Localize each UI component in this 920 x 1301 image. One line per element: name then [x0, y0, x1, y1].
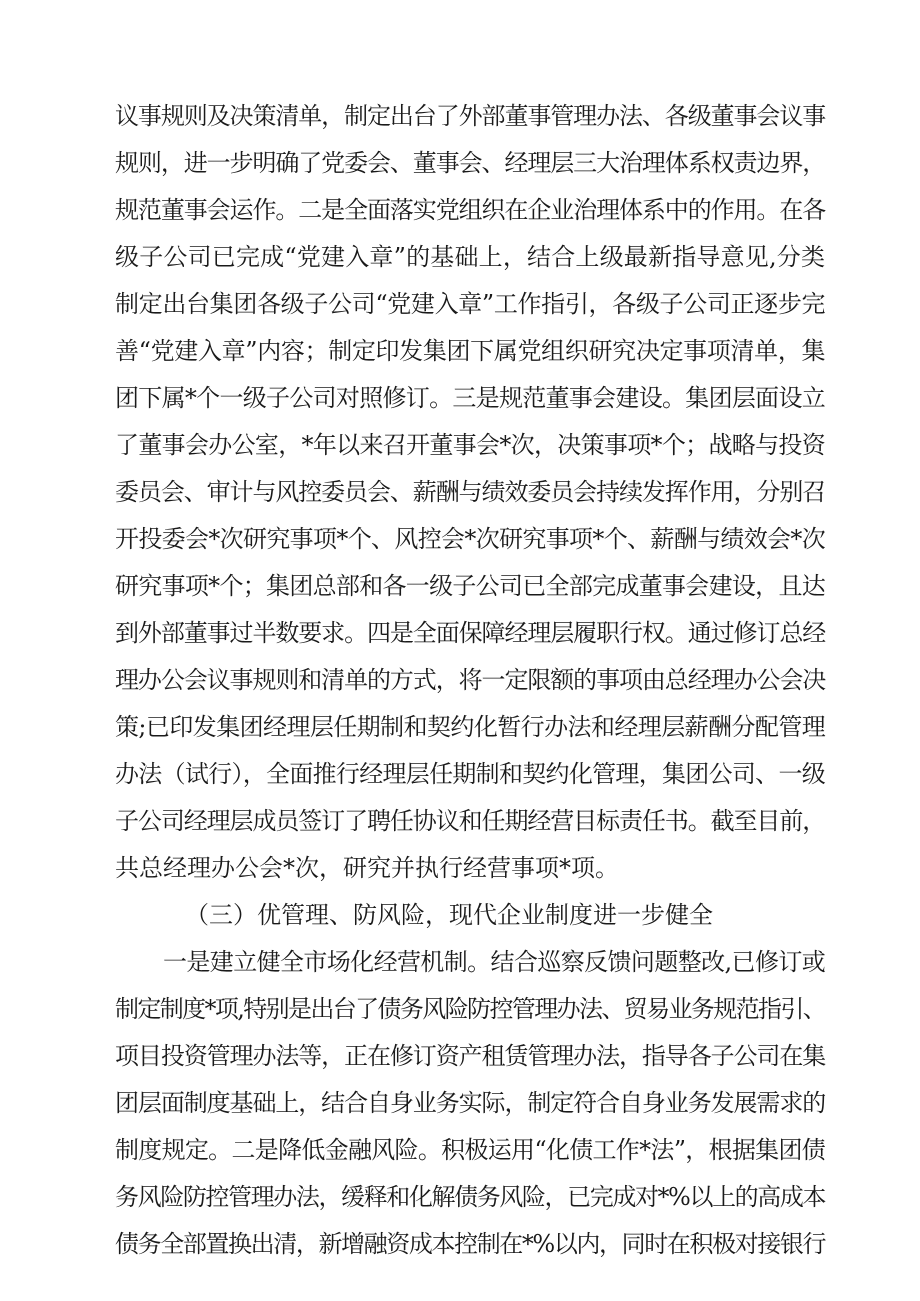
paragraph-line: 理办公会议事规则和清单的方式，将一定限额的事项由总经理办公会决: [115, 666, 825, 694]
paragraph-line: 善“党建入章”内容；制定印发集团下属党组织研究决定事项清单，集: [115, 337, 825, 365]
paragraph-line: 规范董事会运作。二是全面落实党组织在企业治理体系中的作用。在各: [115, 196, 825, 224]
paragraph-line: 议事规则及决策清单，制定出台了外部董事管理办法、各级董事会议事: [115, 102, 825, 130]
paragraph-line: 办法（试行），全面推行经理层任期制和契约化管理，集团公司、一级: [115, 760, 825, 788]
paragraph-line: 债务全部置换出清，新增融资成本控制在*%以内，同时在积极对接银行: [115, 1230, 825, 1258]
paragraph-line: 团下属*个一级子公司对照修订。三是规范董事会建设。集团层面设立: [115, 384, 825, 412]
paragraph-line: 了董事会办公室，*年以来召开董事会*次，决策事项*个；战略与投资: [115, 431, 825, 459]
paragraph-line: 级子公司已完成“党建入章”的基础上，结合上级最新指导意见,分类: [115, 243, 825, 271]
paragraph-line: 项目投资管理办法等，正在修订资产租赁管理办法，指导各子公司在集: [115, 1042, 825, 1070]
paragraph-line: 制定出台集团各级子公司“党建入章”工作指引，各级子公司正逐步完: [115, 290, 825, 318]
paragraph-line: 开投委会*次研究事项*个、风控会*次研究事项*个、薪酬与绩效会*次: [115, 525, 825, 553]
paragraph-line: 务风险防控管理办法，缓释和化解债务风险，已完成对*%以上的高成本: [115, 1183, 825, 1211]
paragraph-line: 研究事项*个；集团总部和各一级子公司已全部完成董事会建设，且达: [115, 572, 825, 600]
paragraph-line: 制度规定。二是降低金融风险。积极运用“化债工作*法”，根据集团债: [115, 1136, 825, 1164]
paragraph-line: 策;已印发集团经理层任期制和契约化暂行办法和经理层薪酬分配管理: [115, 713, 825, 741]
paragraph-line: 一是建立健全市场化经营机制。结合巡察反馈问题整改,已修订或: [163, 948, 825, 976]
paragraph-line: 到外部董事过半数要求。四是全面保障经理层履职行权。通过修订总经: [115, 619, 825, 647]
paragraph-line: 委员会、审计与风控委员会、薪酬与绩效委员会持续发挥作用，分别召: [115, 478, 825, 506]
paragraph-line: 共总经理办公会*次，研究并执行经营事项*项。: [115, 854, 619, 882]
paragraph-line: 规则，进一步明确了党委会、董事会、经理层三大治理体系权责边界，: [115, 149, 825, 177]
paragraph-line: 制定制度*项,特别是出台了债务风险防控管理办法、贸易业务规范指引、: [115, 995, 825, 1023]
paragraph-line: 团层面制度基础上，结合自身业务实际，制定符合自身业务发展需求的: [115, 1089, 825, 1117]
section-heading: （三）优管理、防风险，现代企业制度进一步健全: [185, 901, 713, 929]
paragraph-line: 子公司经理层成员签订了聘任协议和任期经营目标责任书。截至目前，: [115, 807, 825, 835]
